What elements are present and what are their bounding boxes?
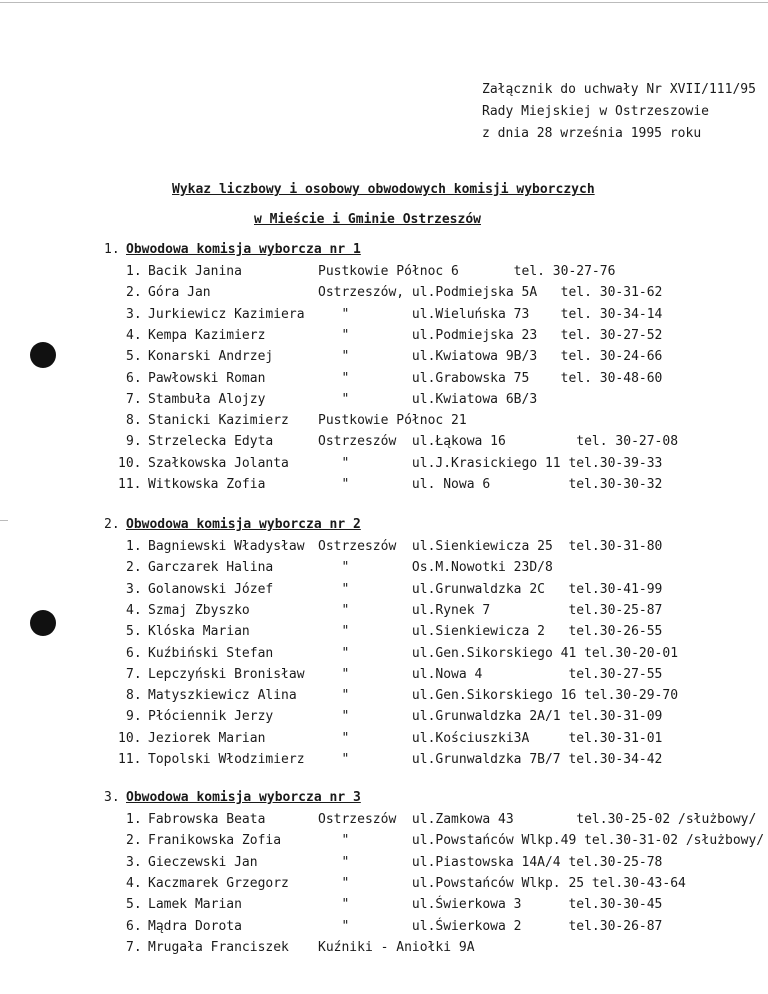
top-scan-line [0,2,768,3]
section-heading: Obwodowa komisja wyborcza nr 2 [126,517,361,532]
member-address-phone: " ul. Nowa 6 tel.30-30-32 [318,477,663,492]
member-number: 8. [126,413,142,429]
member-number: 7. [126,939,142,955]
member-number: 9. [126,434,142,450]
member-name: Topolski Włodzimierz [148,752,305,767]
member-address-phone: " ul.Grabowska 75 tel. 30-48-60 [318,370,663,386]
header-line-3: z dnia 28 września 1995 roku [482,126,702,141]
member-number: 8. [126,688,142,704]
member-name: Matyszkiewicz Alina [148,688,297,704]
member-address-phone: " ul.Świerkowa 3 tel.30-30-45 [318,897,663,913]
member-number: 4. [126,327,142,343]
member-address-phone: " ul.Gen.Sikorskiego 41 tel.30-20-01 [318,645,679,661]
member-number: 6. [126,370,142,386]
member-address-phone: " ul.Sienkiewicza 2 tel.30-26-55 [318,624,663,640]
member-address-phone: " ul.Gen.Sikorskiego 16 tel.30-29-70 [318,688,679,704]
member-name: Strzelecka Edyta [148,434,274,450]
member-address-phone: " ul.Nowa 4 tel.30-27-55 [318,666,663,682]
member-name: Góra Jan [148,285,211,301]
member-name: Kempa Kazimierz [148,327,266,343]
member-address-phone: " ul.Piastowska 14A/4 tel.30-25-78 [318,854,663,870]
member-address-phone: " Os.M.Nowotki 23D/8 [318,560,553,576]
punch-hole-top [30,342,56,368]
member-name: Franikowska Zofia [148,833,282,849]
left-scan-line [0,520,8,521]
member-number: 4. [126,602,142,618]
member-name: Szałkowska Jolanta [148,455,289,471]
member-address-phone: " ul.Wieluńska 73 tel. 30-34-14 [318,306,663,322]
member-name: Fabrowska Beata [148,812,266,827]
member-address-phone: " ul.Rynek 7 tel.30-25-87 [318,602,663,618]
member-name: Stambuła Alojzy [148,391,266,407]
member-number: 1. [126,539,142,554]
member-number: 5. [126,349,142,365]
member-number: 5. [126,897,142,913]
member-address-phone: " ul.Świerkowa 2 tel.30-26-87 [318,918,663,934]
member-address-phone: Kuźniki - Aniołki 9A [318,939,475,955]
document-title: Wykaz liczbowy i osobowy obwodowych komisji wyborczych [172,182,595,197]
member-name: Stanicki Kazimierz [148,413,289,429]
document-subtitle: w Mieście i Gminie Ostrzeszów [254,212,481,227]
member-address-phone: " ul.Podmiejska 23 tel. 30-27-52 [318,327,663,343]
member-name: Jeziorek Marian [148,730,266,746]
member-number: 11. [118,477,142,492]
member-name: Mądra Dorota [148,918,242,934]
member-name: Bacik Janina [148,264,242,279]
member-name: Bagniewski Władysław [148,539,305,554]
member-number: 3. [126,854,142,870]
member-name: Płóciennik Jerzy [148,709,274,725]
section-number: 3. [104,790,120,805]
member-address-phone: " ul.Kościuszki3A tel.30-31-01 [318,730,663,746]
member-address-phone: " ul.J.Krasickiego 11 tel.30-39-33 [318,455,663,471]
section-heading: Obwodowa komisja wyborcza nr 1 [126,242,361,257]
member-number: 5. [126,624,142,640]
member-number: 1. [126,812,142,827]
member-number: 9. [126,709,142,725]
member-address-phone: Ostrzeszów, ul.Podmiejska 5A tel. 30-31-62 [318,285,663,301]
member-address-phone: Pustkowie Północ 6 tel. 30-27-76 [318,264,616,279]
member-address-phone: Ostrzeszów ul.Łąkowa 16 tel. 30-27-08 [318,434,679,450]
member-name: Garczarek Halina [148,560,274,576]
member-number: 6. [126,918,142,934]
header-line-1: Załącznik do uchwały Nr XVII/111/95 [482,82,756,97]
member-number: 3. [126,306,142,322]
member-name: Szmaj Zbyszko [148,602,250,618]
section-number: 1. [104,242,120,257]
member-name: Kuźbiński Stefan [148,645,274,661]
member-address-phone: Ostrzeszów ul.Zamkowa 43 tel.30-25-02 /służbowy/ [318,812,757,827]
member-number: 2. [126,285,142,301]
member-number: 7. [126,391,142,407]
punch-hole-bottom [30,610,56,636]
member-number: 10. [118,455,142,471]
member-address-phone: " ul.Kwiatowa 9B/3 tel. 30-24-66 [318,349,663,365]
member-name: Lamek Marian [148,897,242,913]
member-address-phone: " ul.Powstańców Wlkp. 25 tel.30-43-64 [318,875,686,891]
section-number: 2. [104,517,120,532]
member-address-phone: " ul.Grunwaldzka 2A/1 tel.30-31-09 [318,709,663,725]
member-number: 4. [126,875,142,891]
member-number: 7. [126,666,142,682]
member-name: Konarski Andrzej [148,349,274,365]
member-address-phone: Ostrzeszów ul.Sienkiewicza 25 tel.30-31-80 [318,539,663,554]
member-name: Golanowski Józef [148,581,274,597]
member-name: Pawłowski Roman [148,370,266,386]
member-name: Klóska Marian [148,624,250,640]
member-number: 2. [126,560,142,576]
member-address-phone: " ul.Powstańców Wlkp.49 tel.30-31-02 /służbowy/ [318,833,765,849]
member-name: Kaczmarek Grzegorz [148,875,289,891]
member-number: 10. [118,730,142,746]
member-address-phone: " ul.Grunwaldzka 2C tel.30-41-99 [318,581,663,597]
member-address-phone: Pustkowie Północ 21 [318,413,467,429]
member-name: Jurkiewicz Kazimiera [148,306,305,322]
member-number: 6. [126,645,142,661]
member-name: Mrugała Franciszek [148,939,289,955]
member-number: 1. [126,264,142,279]
member-name: Gieczewski Jan [148,854,258,870]
member-number: 11. [118,752,142,767]
member-name: Witkowska Zofia [148,477,266,492]
header-line-2: Rady Miejskiej w Ostrzeszowie [482,104,709,119]
member-number: 2. [126,833,142,849]
member-address-phone: " ul.Kwiatowa 6B/3 [318,391,538,407]
section-heading: Obwodowa komisja wyborcza nr 3 [126,790,361,805]
member-number: 3. [126,581,142,597]
member-address-phone: " ul.Grunwaldzka 7B/7 tel.30-34-42 [318,752,663,767]
member-name: Lepczyński Bronisław [148,666,305,682]
